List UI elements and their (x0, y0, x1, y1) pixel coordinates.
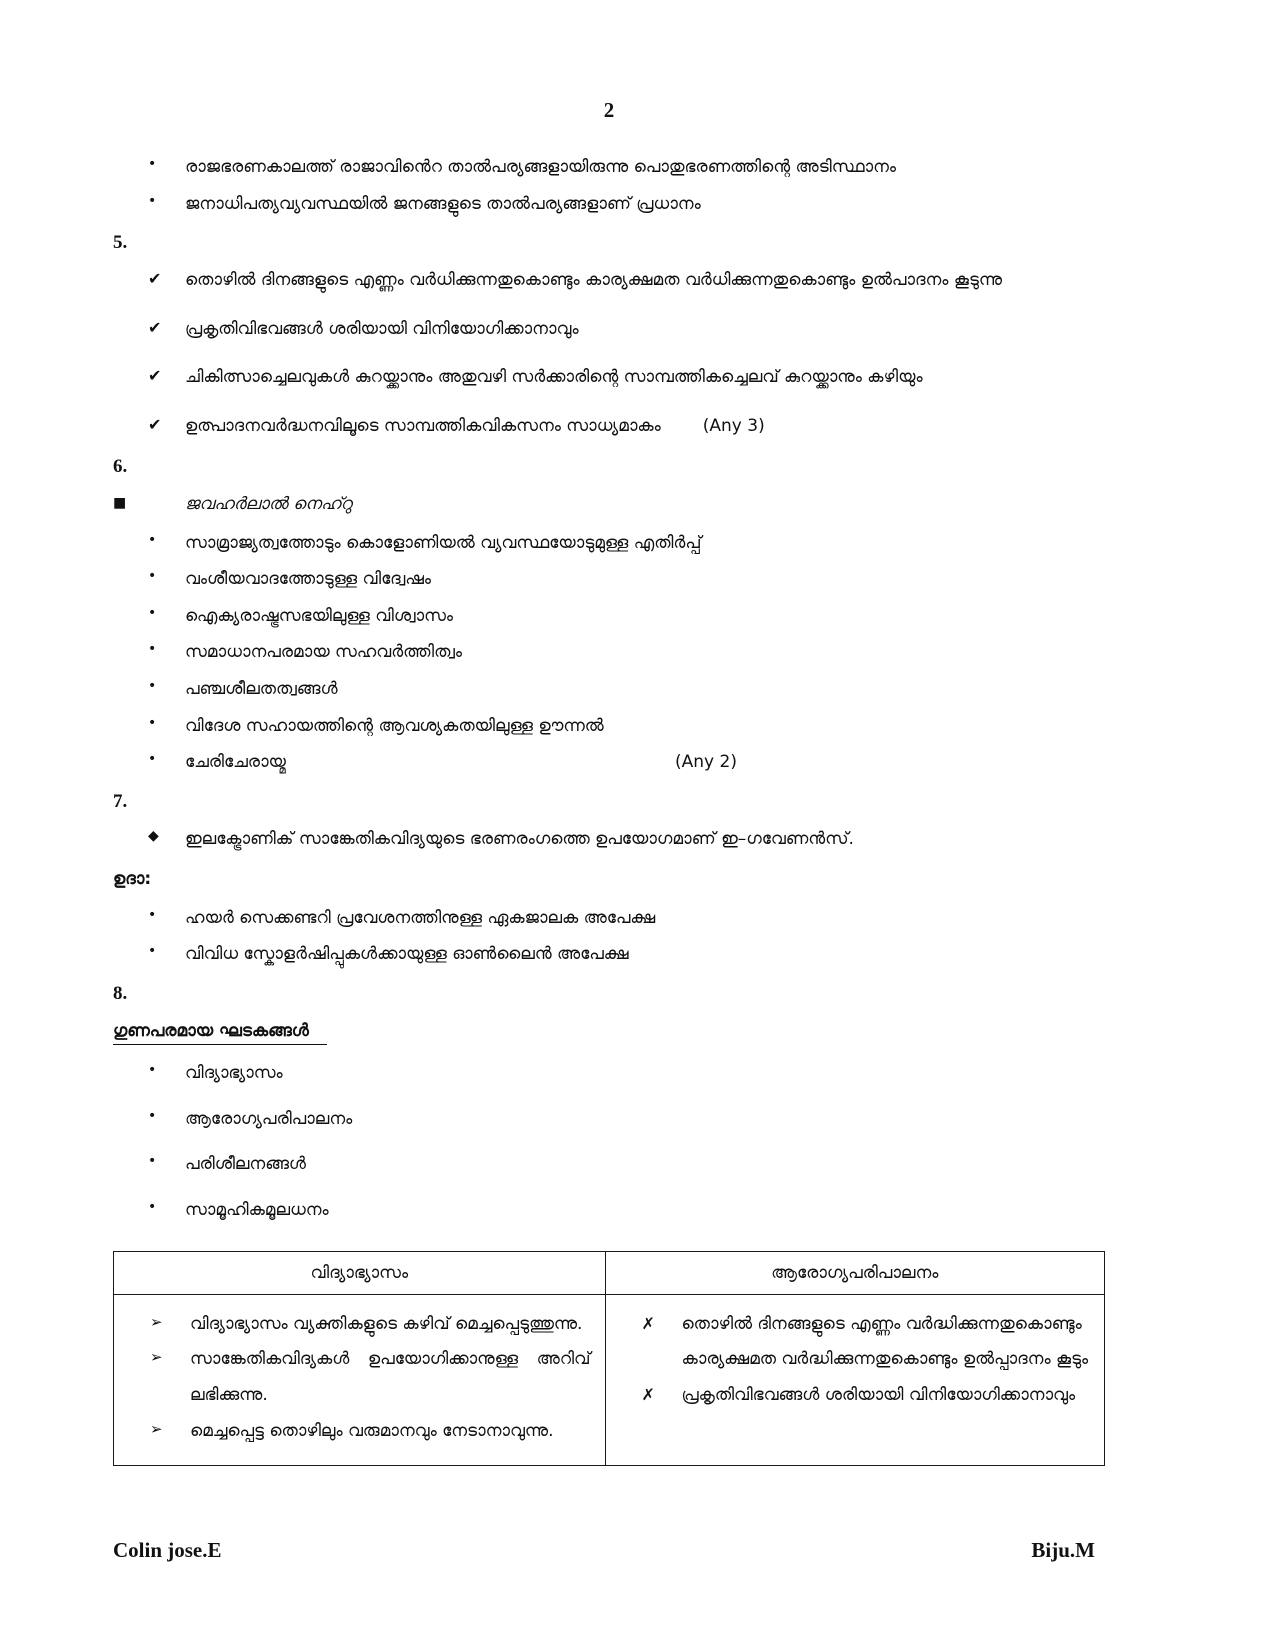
list-item-text: തൊഴിൽ ദിനങ്ങളുടെ എണ്ണം വർധിക്കുന്നതുകൊണ്ടും കാര്യക്ഷമത വർധിക്കുന്നതുകൊണ്ടും ഉൽപാദനം കൂടുന്നു (185, 270, 1003, 291)
section-7 (113, 791, 1105, 973)
cell-item-text: പ്രകൃതിവിഭവങ്ങൾ ശരിയായി വിനിയോഗിക്കാനാവും (681, 1384, 1076, 1405)
section-heading-text: ഗുണപരമായ ഘടകങ്ങൾ (113, 1021, 327, 1045)
list-item-text: പഞ്ചശീലതത്വങ്ങൾ (185, 679, 338, 700)
list-item (113, 708, 1105, 745)
arrow-bullet-icon: ➢ (150, 1312, 163, 1331)
list-item-text: സാമൂഹികമൂലധനം (185, 1200, 329, 1221)
table-header-row (114, 1251, 1105, 1294)
list-item (113, 525, 1105, 562)
table-row (606, 1378, 1090, 1414)
cell-item-text: വിദ്യാഭ്യാസം വ്യക്തികളുടെ കഴിവ് മെച്ചപ്പെടുത്തുന്നു. (190, 1313, 583, 1334)
list-item-text: ആരോഗ്യപരിപാലനം (185, 1108, 353, 1129)
square-bullet-icon: ■ (113, 495, 127, 512)
list-item (113, 1101, 1105, 1138)
check-icon: ✔ (148, 269, 162, 289)
diamond-icon: ◆ (148, 827, 159, 844)
cell-item-text: മെച്ചപ്പെട്ട തൊഴിലും വരുമാനവും നേടാനാവുന്നു. (190, 1420, 554, 1441)
list-item (113, 671, 1105, 708)
section-6 (113, 456, 1105, 780)
list-item (113, 1192, 1105, 1229)
list-item (113, 1146, 1105, 1183)
bullet-icon: • (148, 156, 157, 172)
bullet-icon: • (148, 531, 157, 548)
list-item-text: രാജഭരണകാലത്ത് രാജാവിൻെറ താൽപര്യങ്ങളായിരുന്നു പൊതുഭരണത്തിന്റെ അടിസ്ഥാനം (185, 157, 897, 177)
section-heading (113, 486, 1105, 523)
section-5 (113, 232, 1105, 444)
example-label: ഉദാ: (113, 869, 152, 890)
list-item (113, 186, 1105, 223)
bullet-icon: • (148, 714, 157, 731)
footer (113, 1538, 1105, 1563)
list-item-text: ചേരിചേരായ്മ (185, 752, 286, 773)
arrow-bullet-icon: ➢ (150, 1419, 163, 1438)
list-item (113, 311, 1105, 348)
arrow-bullet-icon: ➢ (150, 1348, 163, 1367)
author-left: Colin jose.E (113, 1538, 222, 1563)
list-item-text: വിവിധ സ്കോളർഷിപ്പുകൾക്കായുള്ള ഓൺലൈൻ അപേക്ഷ (185, 944, 629, 965)
check-icon: ✔ (148, 414, 162, 434)
page-number: 2 (603, 98, 615, 122)
section-8 (113, 983, 1105, 1229)
cell-item-text: തൊഴിൽ ദിനങ്ങളുടെ എണ്ണം വർദ്ധിക്കുന്നതുകൊണ്ടും കാര്യക്ഷമത വർദ്ധിക്കുന്നതുകൊണ്ടും ഉൽപ്പാദനം കൂടും (681, 1313, 1089, 1370)
section-heading (113, 1013, 1105, 1050)
table-row (114, 1414, 591, 1450)
author-right: Biju.M (1031, 1538, 1095, 1563)
comparison-table (113, 1251, 1105, 1467)
table-header-education: വിദ്യാഭ്യാസം (114, 1251, 606, 1294)
any-count-label: (Any 2) (675, 752, 737, 773)
list-item-text: വിദേശ സഹായത്തിന്റെ ആവശ്യകതയിലുള്ള ഊന്നൽ (185, 715, 604, 736)
section-number: 7. (113, 790, 128, 812)
bullet-icon: • (148, 604, 157, 621)
bullet-icon: • (148, 751, 157, 768)
section-number: 5. (113, 232, 128, 254)
list-item (113, 900, 1105, 937)
statement-text: ഇലക്ട്രോണിക് സാങ്കേതികവിദ്യയുടെ ഭരണരംഗത്തെ ഉപയോഗമാണ് ഇ–ഗവേണൻസ്. (185, 828, 854, 849)
list-item (113, 744, 1105, 781)
list-item (113, 936, 1105, 973)
bullet-icon: • (148, 906, 157, 923)
list-item (113, 149, 1105, 186)
list-item-text: വിദ്യാഭ്യാസം (185, 1063, 283, 1084)
bullet-icon: • (148, 641, 157, 658)
list-item (113, 1055, 1105, 1092)
list-item (113, 561, 1105, 598)
table-header-healthcare: ആരോഗ്യപരിപാലനം (605, 1251, 1104, 1294)
check-icon: ✔ (148, 317, 162, 337)
bullet-icon: • (148, 1199, 157, 1216)
list-item (113, 262, 1105, 299)
table-body-row (114, 1294, 1105, 1466)
list-item-text: പരിശീലനങ്ങൾ (185, 1154, 306, 1175)
list-item (113, 408, 1105, 445)
list-item-text: പ്രകൃതിവിഭവങ്ങൾ ശരിയായി വിനിയോഗിക്കാനാവും (185, 318, 579, 339)
table-row (114, 1307, 591, 1343)
table-row (114, 1342, 591, 1413)
check-icon: ✔ (148, 366, 162, 386)
section-heading-text: ജവഹർലാൽ നെഹ്റു (185, 494, 352, 515)
bullet-icon: • (148, 678, 157, 695)
list-item-text: സമാധാനപരമായ സഹവർത്തിത്വം (185, 642, 462, 663)
table-cell-education (114, 1294, 606, 1466)
list-item-text: ജനാധിപത്യവ്യവസ്ഥയിൽ ജനങ്ങളുടെ താൽപര്യങ്ങളാണ് പ്രധാനം (185, 193, 701, 214)
list-item (113, 634, 1105, 671)
cross-icon: ✗ (641, 1384, 655, 1404)
bullet-icon: • (148, 943, 157, 960)
cell-item-text: സാങ്കേതികവിദ്യകൾ ഉപയോഗിക്കാനുള്ള അറിവ് ലഭിക്കുന്നു. (190, 1349, 591, 1405)
list-item-text: വംശീയവാദത്തോടുള്ള വിദ്വേഷം (185, 569, 432, 590)
bullet-icon: • (148, 1107, 157, 1124)
any-count-label: (Any 3) (702, 415, 765, 436)
list-item-text: സാമ്രാജ്യത്വത്തോടും കൊളോണിയൽ വ്യവസ്ഥയോടുമുള്ള എതിർപ്പ് (185, 532, 702, 553)
list-item (113, 598, 1105, 635)
list-item-text: ഹയർ സെക്കണ്ടറി പ്രവേശനത്തിനുള്ള ഏകജാലക അപേക്ഷ (185, 907, 656, 928)
list-item-text: ചികിത്സാച്ചെലവുകൾ കുറയ്ക്കാനും അതുവഴി സർക്കാരിന്റെ സാമ്പത്തികച്ചെലവ് കുറയ്ക്കാനും കഴിയും (185, 367, 923, 388)
intro-section (113, 149, 1105, 222)
section-number: 8. (113, 982, 128, 1004)
list-item (113, 821, 1105, 858)
table-row (606, 1307, 1090, 1378)
list-item (113, 359, 1105, 396)
list-item-text: ഉത്പാദനവർദ്ധനവിലൂടെ സാമ്പത്തികവികസനം സാധ്യമാകം (Any 3) (185, 415, 765, 436)
bullet-icon: • (148, 1062, 157, 1079)
list-item-text: ഐക്യരാഷ്ട്രസഭയിലുള്ള വിശ്വാസം (185, 605, 454, 626)
section-number: 6. (113, 456, 128, 478)
cross-icon: ✗ (641, 1313, 655, 1333)
bullet-icon: • (148, 568, 157, 585)
table-cell-healthcare (605, 1294, 1104, 1466)
bullet-icon: • (148, 192, 157, 209)
bullet-icon: • (148, 1153, 157, 1170)
